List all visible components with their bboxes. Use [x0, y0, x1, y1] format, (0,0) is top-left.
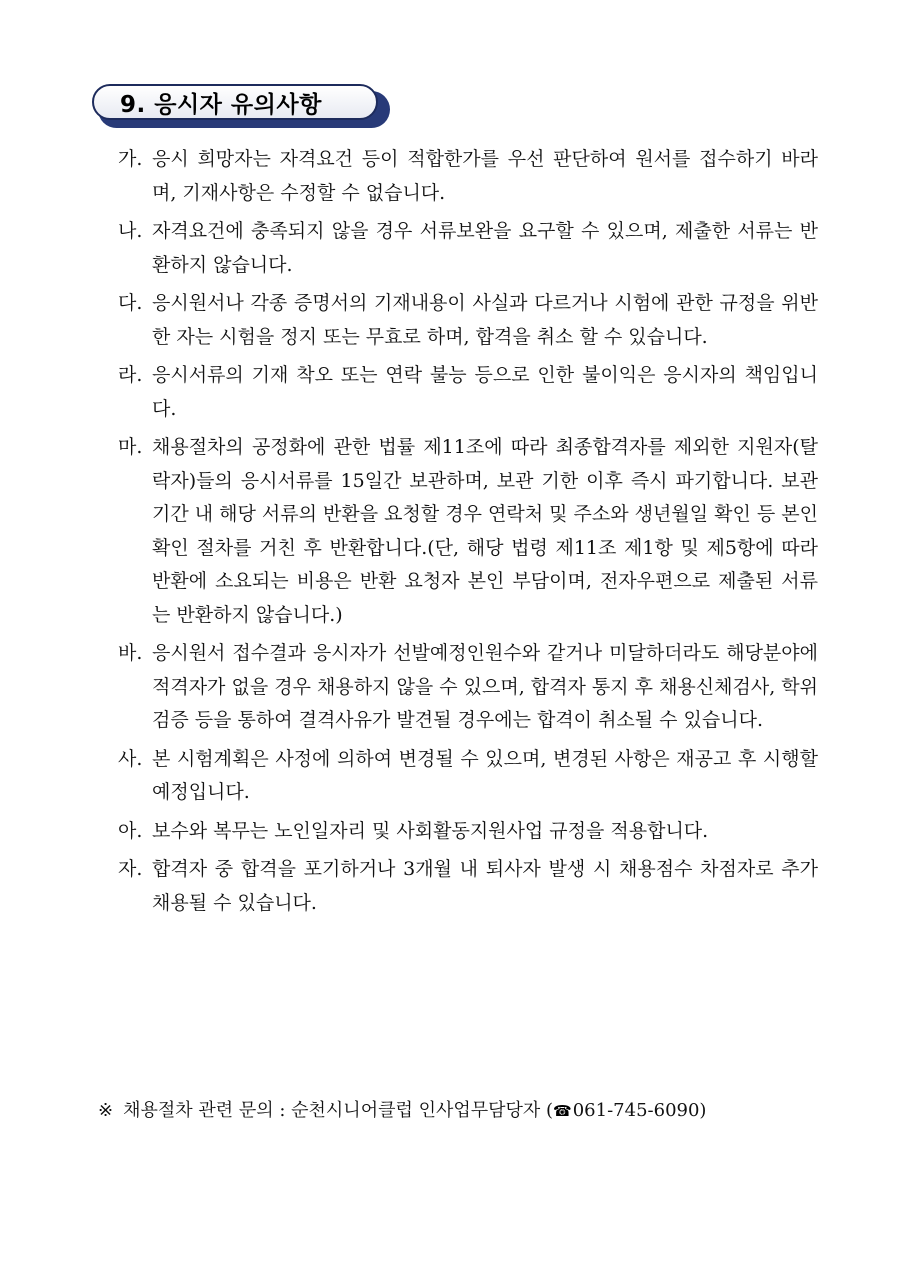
item-marker: 나.: [118, 220, 143, 242]
item-text: 자격요건에 충족되지 않을 경우 서류보완을 요구할 수 있으며, 제출한 서류는 반환하지 않습니다.: [152, 220, 818, 276]
list-item: [118, 743, 818, 810]
list-item: [118, 143, 818, 210]
item-marker: 가.: [118, 148, 143, 170]
notice-list: [118, 143, 818, 925]
item-text: 합격자 중 합격을 포기하거나 3개월 내 퇴사자 발생 시 채용점수 차점자로 추가 채용될 수 있습니다.: [152, 858, 818, 914]
item-text: 보수와 복무는 노인일자리 및 사회활동지원사업 규정을 적용합니다.: [152, 819, 709, 842]
item-marker: 바.: [118, 642, 143, 664]
list-item: [118, 287, 818, 354]
list-item: [118, 215, 818, 282]
item-marker: 다.: [118, 292, 143, 314]
contact-close: ): [699, 1100, 707, 1121]
contact-phone: 061-745-6090: [572, 1100, 700, 1121]
list-item: [118, 815, 818, 849]
section-heading: [92, 84, 392, 128]
item-marker: 사.: [118, 747, 143, 770]
list-item: [118, 431, 818, 632]
item-text: 응시원서 접수결과 응시자가 선발예정인원수와 같거나 미달하더라도 해당분야에 적격자가 없을 경우 채용하지 않을 수 있으며, 합격자 통지 후 채용신체검사, 학위검증 등을 통하여 결격사유가 발견될 경우에는 합격이 취소될 수 있습니다.: [152, 642, 818, 731]
contact-note: [98, 1098, 818, 1124]
item-marker: 마.: [118, 436, 143, 458]
reference-mark: ※: [98, 1100, 114, 1121]
section-title: 9. 응시자 유의사항: [120, 91, 322, 118]
item-text: 채용절차의 공정화에 관한 법률 제11조에 따라 최종합격자를 제외한 지원자(탈락자)들의 응시서류를 15일간 보관하며, 보관 기한 이후 즉시 파기합니다. 보관 기간 내 해당 서류의 반환을 요청할 경우 연락처 및 주소와 생년월일 확인 등 본인 확인 절차를 거친 후 반환합니다.(단, 해당 법령 제11조 제1항 및 제5항에 따라 반환에 소요되는 비용은 반환 요청자 본인 부담이며, 전자우편으로 제출된 서류는 반환하지 않습니다.): [152, 436, 818, 626]
heading-box: [92, 84, 378, 120]
item-marker: 아.: [118, 819, 143, 842]
item-marker: 자.: [118, 858, 143, 880]
item-text: 본 시험계획은 사정에 의하여 변경될 수 있으며, 변경된 사항은 재공고 후 시행할 예정입니다.: [152, 747, 818, 803]
item-text: 응시서류의 기재 착오 또는 연락 불능 등으로 인한 불이익은 응시자의 책임입니다.: [152, 364, 818, 420]
list-item: [118, 853, 818, 920]
list-item: [118, 637, 818, 738]
item-marker: 라.: [118, 364, 143, 386]
item-text: 응시 희망자는 자격요건 등이 적합한가를 우선 판단하여 원서를 접수하기 바라며, 기재사항은 수정할 수 없습니다.: [152, 148, 818, 204]
item-text: 응시원서나 각종 증명서의 기재내용이 사실과 다르거나 시험에 관한 규정을 위반한 자는 시험을 정지 또는 무효로 하며, 합격을 취소 할 수 있습니다.: [152, 292, 818, 348]
contact-text: 채용절차 관련 문의 : 순천시니어클럽 인사업무담당자 (: [123, 1100, 554, 1121]
list-item: [118, 359, 818, 426]
telephone-icon: ☎: [553, 1102, 572, 1120]
